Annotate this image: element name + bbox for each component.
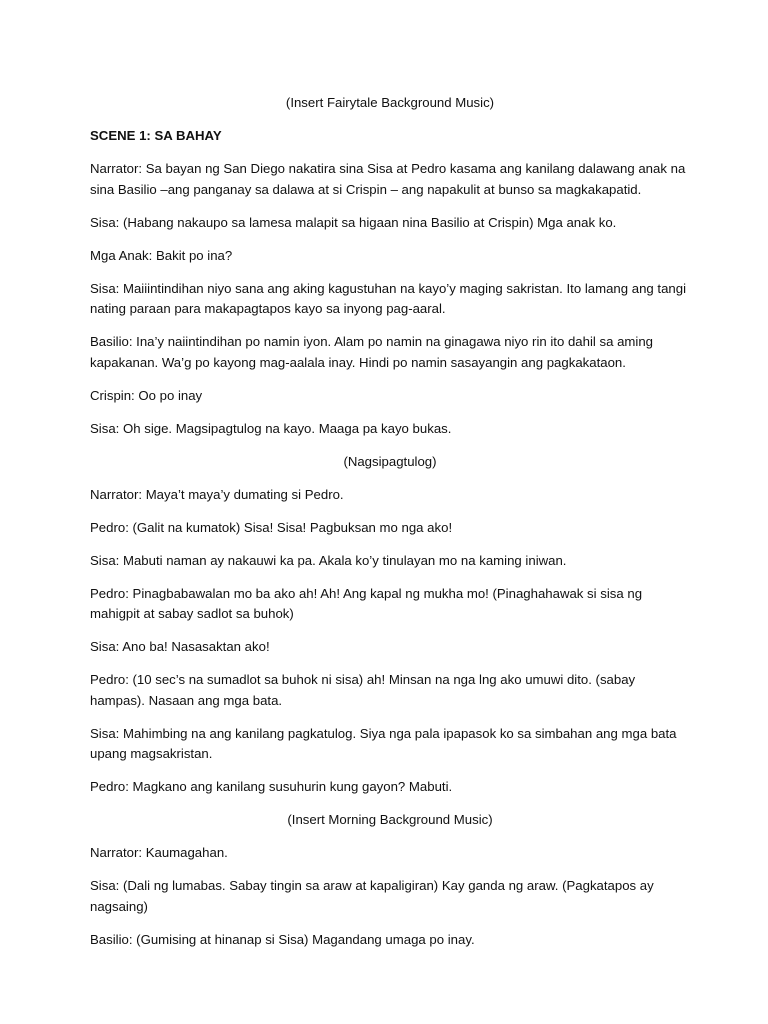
dialogue-line: Sisa: Mahimbing na ang kanilang pagkatulog. Siya nga pala ipapasok ko sa simbahan ang mga bata upang magsakristan. [90,725,677,761]
dialogue-line: Basilio: (Gumising at hinanap si Sisa) Magandang umaga po inay. [90,931,475,947]
dialogue-line: Sisa: (Dali ng lumabas. Sabay tingin sa araw at kapaligiran) Kay ganda ng araw. (Pagkatapos ay nagsaing) [90,878,654,914]
dialogue-line: Narrator: Kaumagahan. [90,845,228,860]
dialogue-line: Sisa: Maiiintindihan niyo sana ang aking kagustuhan na kayo’y maging sakristan. Ito lamang ang tangi nating paraan para makapagtapos kayo sa inyong pag-aaral. [90,280,687,316]
stage-direction-music: (Insert Morning Background Music) [287,812,493,827]
stage-direction: (Nagsipagtulog) [343,453,437,469]
dialogue-line: Sisa: Ano ba! Nasasaktan ako! [90,639,270,654]
dialogue-line: Sisa: Oh sige. Magsipagtulog na kayo. Maaga pa kayo bukas. [90,420,452,436]
dialogue-line: Sisa: Mabuti naman ay nakauwi ka pa. Akala ko’y tinulayan mo na kaming iniwan. [90,552,567,568]
script-body [90,93,690,963]
dialogue-line: Mga Anak: Bakit po ina? [90,247,233,263]
dialogue-line: Pedro: (10 sec’s na sumadlot sa buhok ni sisa) ah! Minsan na nga lng ako umuwi dito. (sabay hampas). Nasaan ang mga bata. [90,672,636,708]
dialogue-line: Narrator: Sa bayan ng San Diego nakatira sina Sisa at Pedro kasama ang kanilang dalawang anak na sina Basilio –ang panganay sa dalawa at si Crispin – ang napakulit at bunso sa magkakapatid. [90,161,686,197]
dialogue-line: Sisa: (Habang nakaupo sa lamesa malapit sa higaan nina Basilio at Crispin) Mga anak ko. [90,214,617,230]
dialogue-line: Pedro: (Galit na kumatok) Sisa! Sisa! Pagbuksan mo nga ako! [90,519,453,535]
stage-direction-music: (Insert Fairytale Background Music) [285,95,495,110]
scene-heading: SCENE 1: SA BAHAY [90,128,222,143]
dialogue-line: Crispin: Oo po inay [90,387,203,403]
dialogue-line: Pedro: Pinagbabawalan mo ba ako ah! Ah! Ang kapal ng mukha mo! (Pinaghahawak si sisa ng mahigpit at sabay sadlot sa buhok) [90,585,643,621]
dialogue-line: Narrator: Maya’t maya’y dumating si Pedro. [90,486,344,502]
dialogue-line: Basilio: Ina’y naiintindihan po namin iyon. Alam po namin na ginagawa niyo rin ito dahil sa aming kapakanan. Wa’g po kayong mag-aalala inay. Hindi po namin sasayangin ang pagkakataon. [90,334,654,370]
dialogue-line: Pedro: Magkano ang kanilang susuhurin kung gayon? Mabuti. [90,779,453,794]
